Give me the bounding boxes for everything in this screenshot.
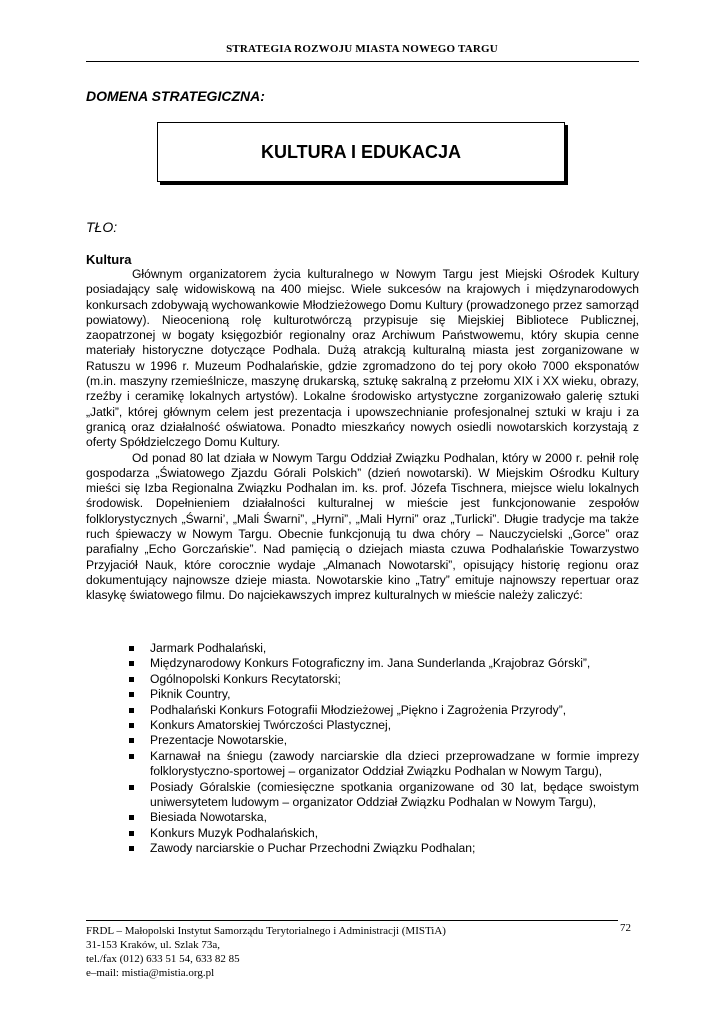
paragraph: Głównym organizatorem życia kulturalnego w Nowym Targu jest Miejski Ośrodek Kultury posiadający salę widowiskową na 400 miejsc. Wiele sukcesów na krajowych i międzynarodowych konkursach zdobywają wychowankowie Młodzieżowego Domu Kultury (prowadzonego przez samorząd powiatowy). Nieocenioną rolę kulturotwórczą przypisuje się Miejskiej Bibliotece Publicznej, zaopatrzonej w bogaty księgozbiór regionalny oraz Archiwum Państwowemu, który skupia cenne materiały historyczne dotyczące Podhala. Dużą atrakcją kulturalną miasta jest zorganizowane w Ratuszu w 1996 r. Muzeum Podhalańskie, gdzie zgromadzono do tej pory około 7000 eksponatów (m.in. maszyny rzemieślnicze, maszynę drukarską, sztukę sakralną z przełomu XIX i XX wieku, obrazy, rzeźby i ceramikę lokalnych artystów). Lokalne środowisko artystyczne zorganizowało galerię sztuki „Jatki”, której głównym celem jest prezentacja i upowszechnianie profesjonalnej sztuki w kraju i za granicą oraz działalność oświatowa. Ponadto mieszkańcy nowych osiedli nowotarskich korzystają z oferty Spółdzielczego Domu Kultury. [86,267,639,450]
square-bullet-icon [129,831,134,836]
domain-title-box [157,122,565,182]
list-item [86,703,639,718]
list-item-text: Zawody narciarskie o Puchar Przechodni Związku Podhalan; [150,841,476,856]
list-item-text: Międzynarodowy Konkurs Fotograficzny im. Jana Sunderlanda „Krajobraz Górski”, [150,656,591,671]
square-bullet-icon [129,815,134,820]
paragraph: Od ponad 80 lat działa w Nowym Targu Oddział Związku Podhalan, który w 2000 r. pełnił rolę gospodarza „Światowego Zjazdu Górali Polskich” (dzień nowotarski). W Miejskim Ośrodku Kultury mieści się Izba Regionalna Związku Podhalan im. ks. prof. Józefa Tischnera, miejsce wielu lokalnych środowisk. Dopełnieniem działalności kulturalnej w mieście jest funkcjonowanie zespołów folklorystycznych „Śwarni’, „Mali Śwarni”, „Hyrni”, „Mali Hyrni” oraz „Turlicki”. Długie tradycje ma także ruch śpiewaczy w Nowym Targu. Obecnie funkcjonują tu dwa chóry – Nauczycielski „Gorce” oraz parafialny „Echo Gorczańskie”. Nad pamięcią o dziejach miasta czuwa Podhalańskie Towarzystwo Przyjaciół Nauk, które corocznie wydaje „Almanach Nowotarski”, opisujący historię regionu oraz dokumentujący najnowsze dzieje miasta. Nowotarskie kino „Tatry” emituje najnowszy repertuar oraz klasykę światowego filmu. Do najciekawszych imprez kulturalnych w mieście należy zaliczyć: [86,450,639,603]
list-item [86,826,639,841]
list-item-text: Biesiada Nowotarska, [150,810,267,825]
domain-label: DOMENA STRATEGICZNA: [86,88,265,104]
list-item-text: Ogólnopolski Konkurs Recytatorski; [150,671,341,686]
square-bullet-icon [129,708,134,713]
list-item [86,718,639,733]
list-item-text: Podhalański Konkurs Fotografii Młodzieżowej „Piękno i Zagrożenia Przyrody”, [150,702,567,717]
list-item [86,687,639,702]
square-bullet-icon [129,692,134,697]
page-number: 72 [620,922,631,934]
background-label: TŁO: [86,219,118,235]
footer [86,924,646,980]
list-item-text: Konkurs Amatorskiej Twórczości Plastycznej, [150,718,392,733]
list-item-text: Konkurs Muzyk Podhalańskich, [150,825,319,840]
square-bullet-icon [129,754,134,759]
list-item-text: Karnawał na śniegu (zawody narciarskie dla dzieci przeprowadzane w formie imprezy folklorystyczno-sportowej – organizator Oddział Związku Podhalan w Nowym Targu), [150,748,639,779]
list-item [86,733,639,748]
events-list [86,641,639,857]
footer-phone: tel./fax (012) 633 51 54, 633 82 85 [86,953,240,965]
list-item-text: Jarmark Podhalański, [150,641,267,655]
list-item-text: Posiady Góralskie (comiesięczne spotkania organizowane od 30 lat, będące swoistym uniwersytetem ludowym – organizator Oddział Związku Podhalan w Nowym Targu), [150,779,639,810]
list-item-text: Piknik Country, [150,687,231,702]
square-bullet-icon [129,785,134,790]
square-bullet-icon [129,677,134,682]
footer-email: e–mail: mistia@mistia.org.pl [86,967,215,979]
list-item [86,672,639,687]
section-body [86,267,639,604]
list-item [86,841,639,856]
list-item [86,780,639,811]
square-bullet-icon [129,738,134,743]
running-header: STRATEGIA ROZWOJU MIASTA NOWEGO TARGU [226,43,498,55]
square-bullet-icon [129,723,134,728]
square-bullet-icon [129,661,134,666]
header-divider [86,61,639,62]
list-item [86,641,639,656]
list-item-text: Prezentacje Nowotarskie, [150,733,288,748]
list-item [86,656,639,671]
footer-divider [86,920,618,921]
square-bullet-icon [129,646,134,651]
footer-institution: FRDL – Małopolski Instytut Samorządu Terytorialnego i Administracji (MISTiA) [86,925,446,937]
list-item [86,749,639,780]
list-item [86,810,639,825]
section-heading: Kultura [86,252,132,267]
footer-address: 31-153 Kraków, ul. Szlak 73a, [86,939,221,951]
domain-title: KULTURA I EDUKACJA [261,141,461,162]
square-bullet-icon [129,846,134,851]
